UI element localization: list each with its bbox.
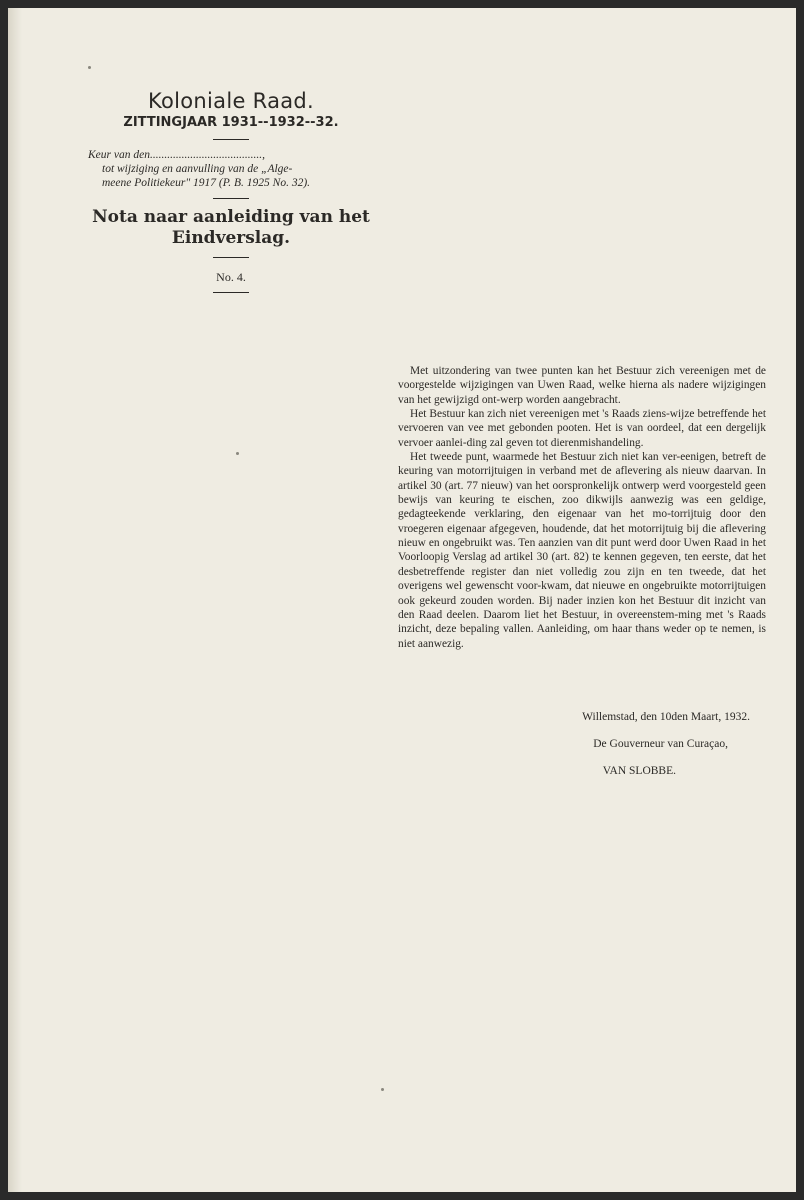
paper-speck [236,452,239,455]
document-heading [86,207,376,249]
page-spine [8,8,22,1192]
body-text [398,364,766,651]
signatory-name: VAN SLOBBE. [602,765,676,777]
nota-line-2: Eindverslag. [171,228,291,248]
paragraph-1: Met uitzondering van twee punten kan het Bestuur zich vereenigen met de voorgestelde wijzigingen van Uwen Raad, welke hierna als nadere wijzigingen van het gewijzigd ont-werp worden aangebracht. [398,365,766,406]
keur-line-1: Keur van den......................................., [88,149,265,161]
divider-rule [213,257,249,258]
paper-speck [88,66,91,69]
document-header [86,88,376,301]
page-title: Koloniale Raad. [147,89,315,113]
document-number: No. 4. [216,270,246,284]
paper-speck [381,1088,384,1091]
nota-line-1: Nota naar aanleiding van het [92,207,370,227]
document-page [8,8,796,1192]
divider-rule [213,139,249,140]
session-year: ZITTINGJAAR 1931--1932--32. [123,115,339,130]
place-date: Willemstad, den 10den Maart, 1932. [582,711,750,723]
paragraph-2: Het Bestuur kan zich niet vereenigen met 's Raads ziens-wijze betreffende het vervoeren van vee met gebonden pooten. Het is van oordeel, dat een dergelijk vervoer aanlei-ding zal geven tot dierenmishandeling. [398,408,766,449]
keur-line-2: tot wijziging en aanvulling van de „Alge- [102,163,293,175]
governor-title: De Gouverneur van Curaçao, [593,738,728,750]
keur-line-3: meene Politiekeur" 1917 (P. B. 1925 No. 32). [102,177,311,189]
divider-rule [213,292,249,293]
ordinance-reference [88,148,366,190]
divider-rule [213,198,249,199]
paragraph-3: Het tweede punt, waarmede het Bestuur zich niet kan ver-eenigen, betreft de keuring van motorrijtuigen in verband met de aflevering als nieuw daarvan. In artikel 30 (art. 77 nieuw) van het oorspronkelijk ontwerp werd voorgesteld geen bewijs van keuring te eischen, zoo dikwijls aanwezig was een geldige, gedagteekende verklaring, den eigenaar van het mo-torrijtuig door den vroegeren eigenaar afgegeven, houdende, dat het motorrijtuig bij die aflevering nieuw en ongebruikt was. Ten aanzien van dit punt werd door Uwen Raad in het Voorloopig Verslag ad artikel 30 (art. 82) te kennen gegeven, ten eerste, dat het desbetreffende register dan niet volledig zou zijn en ten tweede, dat het overigens wel gewenscht voor-kwam, dat nieuwe en ongebruikte motorrijtuigen ook gekeurd zouden worden. Bij nader inzien kon het Bestuur dit inzicht van den Raad deelen. Daarom liet het Bestuur, in overeenstem-ming met 's Raads inzicht, deze bepaling vallen. Aanleiding, om haar thans weder op te nemen, is niet aanwezig. [398,451,766,650]
